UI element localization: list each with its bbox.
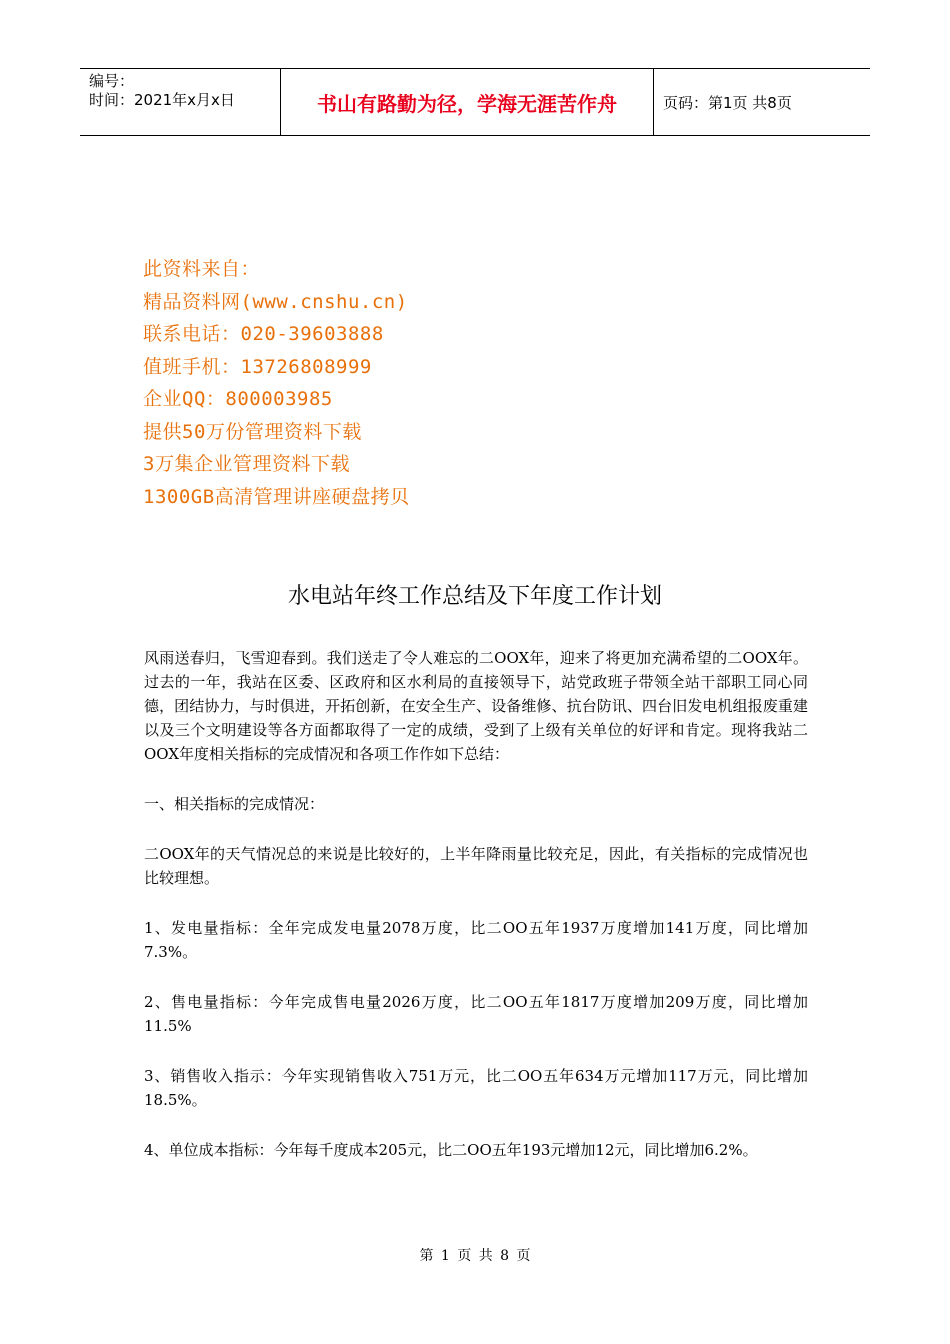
promo-line: 提供50万份管理资料下载: [143, 420, 362, 443]
body-paragraph: 1、发电量指标：全年完成发电量2078万度，比二OO五年1937万度增加141万度，同比增加7.3%。: [144, 919, 808, 961]
promo-line: 1300GB高清管理讲座硬盘拷贝: [143, 485, 410, 508]
promo-line: 3万集企业管理资料下载: [143, 453, 350, 475]
document-title: 水电站年终工作总结及下年度工作计划: [287, 584, 662, 609]
document-number-label: 编号：: [89, 72, 135, 90]
body-paragraph: 3、销售收入指示：今年实现销售收入751万元，比二OO五年634万元增加117万元，同比增加18.5%。: [144, 1067, 808, 1109]
document-body: [144, 646, 808, 1188]
promo-line: 联系电话：020-39603888: [143, 323, 384, 345]
body-paragraph: 4、单位成本指标：今年每千度成本205元，比二OO五年193元增加12元，同比增加6.2%。: [144, 1141, 758, 1159]
promo-line: 企业QQ：800003985: [143, 388, 333, 410]
body-paragraph: 风雨送春归，飞雪迎春到。我们送走了令人难忘的二OOX年，迎来了将更加充满希望的二OOX年。过去的一年，我站在区委、区政府和区水利局的直接领导下，站党政班子带领全站干部职工同心同德，团结协力，与时俱进，开拓创新，在安全生产、设备维修、抗台防讯、四台旧发电机组报废重建以及三个文明建设等各方面都取得了一定的成绩，受到了上级有关单位的好评和肯定。现将我站二OOX年度相关指标的完成情况和各项工作作如下总结：: [144, 649, 808, 763]
document-time-label: 时间：2021年x月x日: [89, 91, 235, 109]
promo-line: 值班手机：13726808999: [143, 355, 372, 378]
header-motto: 书山有路勤为径，学海无涯苦作舟: [281, 69, 654, 135]
promo-line: 精品资料网(www.cnshu.cn): [143, 290, 408, 313]
header-page-info: 页码：第1页 共8页: [663, 93, 792, 112]
body-paragraph: 二OOX年的天气情况总的来说是比较好的，上半年降雨量比较充足，因此，有关指标的完成情况也比较理想。: [144, 845, 808, 887]
page-header: [80, 68, 870, 136]
promo-line: 此资料来自：: [143, 258, 261, 280]
page-footer: 第 1 页 共 8 页: [419, 1248, 531, 1264]
body-paragraph: 一、相关指标的完成情况：: [144, 795, 325, 813]
body-paragraph: 2、售电量指标：今年完成售电量2026万度，比二OO五年1817万度增加209万度，同比增加11.5%: [144, 993, 808, 1035]
promo-block: [143, 253, 410, 513]
header-meta: [80, 69, 281, 135]
